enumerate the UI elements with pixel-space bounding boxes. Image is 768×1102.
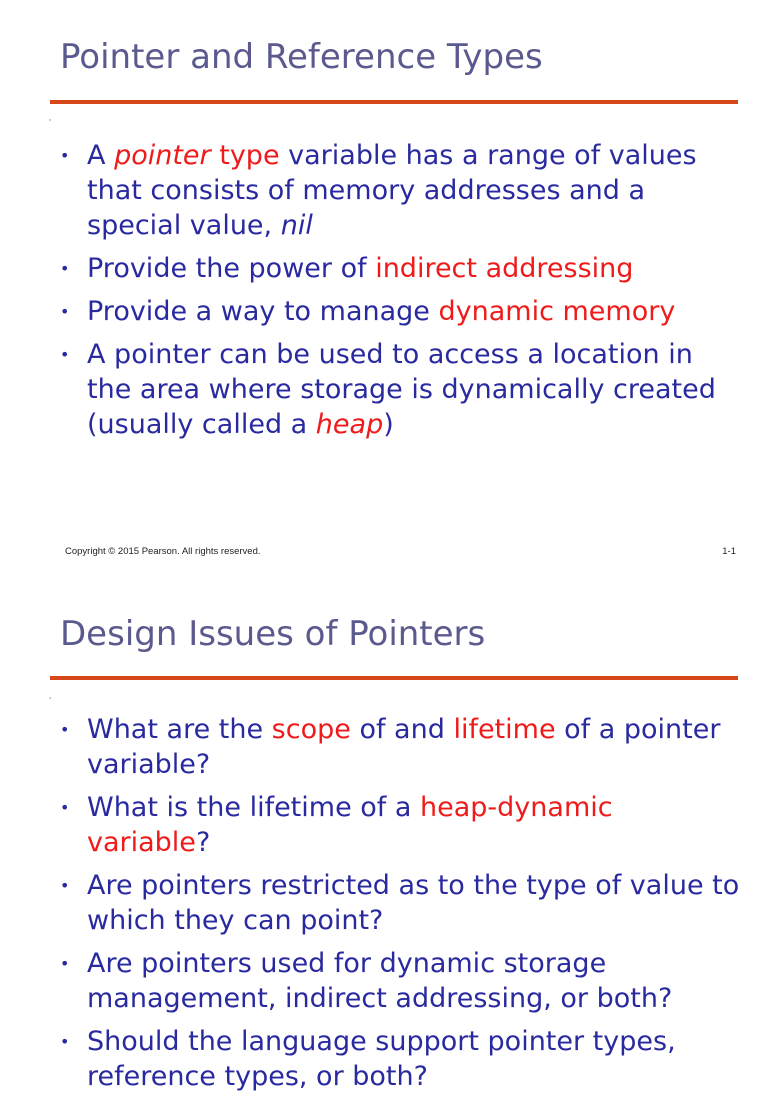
text: A pointer can be used to access a location in the area where storage is dynamically created (usually called a bbox=[87, 339, 716, 440]
text: Are pointers restricted as to the type of value to which they can point? bbox=[87, 870, 740, 936]
slide-title: Design Issues of Pointers bbox=[60, 614, 486, 654]
bullet-dot: • bbox=[60, 259, 70, 278]
bullet-list bbox=[60, 138, 740, 450]
bullet-item bbox=[60, 337, 740, 442]
bullet-item bbox=[60, 868, 740, 938]
bullet-item bbox=[60, 251, 740, 286]
bullet-dot: • bbox=[60, 954, 70, 973]
text: A bbox=[87, 140, 115, 171]
title-underline bbox=[50, 100, 738, 104]
bullet-item bbox=[60, 712, 740, 782]
text bbox=[211, 140, 220, 171]
bullet-dot: • bbox=[60, 876, 70, 895]
copyright-notice: Copyright © 2015 Pearson. All rights reserved. bbox=[65, 546, 261, 557]
highlight-type: type bbox=[219, 140, 280, 171]
bullet-list bbox=[60, 712, 740, 1102]
text: of and bbox=[350, 714, 454, 745]
tick-mark: ' bbox=[49, 118, 52, 127]
bullet-dot: • bbox=[60, 146, 70, 165]
bullet-item bbox=[60, 946, 740, 1016]
text: ? bbox=[195, 827, 211, 858]
slide-title: Pointer and Reference Types bbox=[60, 37, 543, 77]
text: Should the language support pointer types, reference types, or both? bbox=[87, 1026, 676, 1092]
page-number: 1-1 bbox=[722, 546, 736, 557]
text: ) bbox=[383, 409, 394, 440]
bullet-item bbox=[60, 1024, 740, 1094]
highlight-dynamic-memory: dynamic memory bbox=[438, 296, 676, 327]
bullet-item bbox=[60, 790, 740, 860]
text: Provide a way to manage bbox=[87, 296, 439, 327]
highlight-heap-dynamic-variable: heap-dynamic variable bbox=[87, 792, 613, 858]
italic-nil: nil bbox=[280, 210, 313, 241]
bullet-dot: • bbox=[60, 1032, 70, 1051]
bullet-dot: • bbox=[60, 345, 70, 364]
highlight-heap: heap bbox=[315, 409, 384, 440]
text: of a pointer variable? bbox=[87, 714, 721, 780]
title-underline bbox=[50, 676, 738, 680]
text: What is the lifetime of a bbox=[87, 792, 421, 823]
bullet-item bbox=[60, 294, 740, 329]
slide-2 bbox=[0, 576, 768, 1092]
bullet-item bbox=[60, 138, 740, 243]
highlight-lifetime: lifetime bbox=[453, 714, 556, 745]
bullet-dot: • bbox=[60, 720, 70, 739]
highlight-scope: scope bbox=[271, 714, 351, 745]
bullet-dot: • bbox=[60, 798, 70, 817]
text: variable has a range of values that consists of memory addresses and a special value, bbox=[87, 140, 697, 241]
text: Are pointers used for dynamic storage management, indirect addressing, or both? bbox=[87, 948, 673, 1014]
text: Provide the power of bbox=[87, 253, 376, 284]
text: What are the bbox=[87, 714, 272, 745]
tick-mark: ' bbox=[49, 696, 52, 705]
highlight-indirect-addressing: indirect addressing bbox=[375, 253, 634, 284]
bullet-dot: • bbox=[60, 302, 70, 321]
highlight-pointer: pointer bbox=[114, 140, 211, 171]
